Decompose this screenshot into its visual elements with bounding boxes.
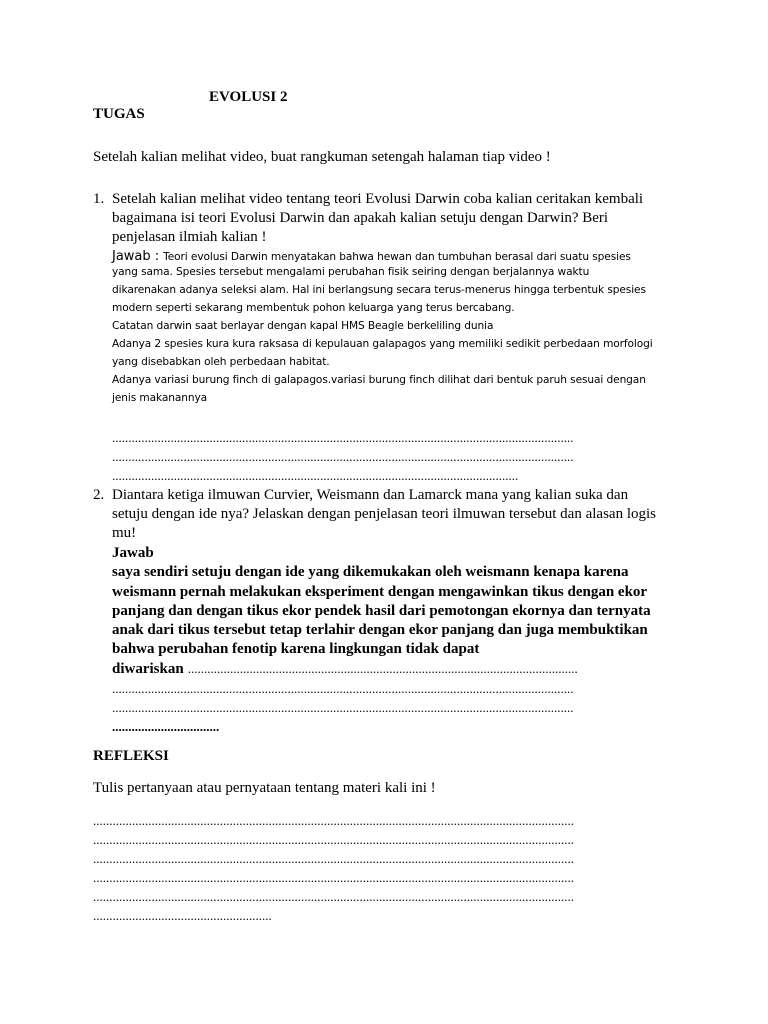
question-1-number: 1. bbox=[93, 191, 105, 207]
answer-1-first-line bbox=[112, 247, 631, 265]
refleksi-dotted-line: .................................................................................................................................................... bbox=[93, 889, 574, 904]
answer-1-dotted-line: .............................................................................................................................................. bbox=[112, 449, 574, 464]
answer-2-last-word: diwariskan bbox=[112, 661, 184, 677]
answer-2-dotted-line: ................................. bbox=[112, 719, 220, 734]
question-2-number: 2. bbox=[93, 487, 105, 503]
answer-1-line: modern seperti sekarang membentuk pohon keluarga yang terus bercabang. bbox=[112, 302, 515, 314]
answer-2-line: bahwa perubahan fenotip karena lingkungan tidak dapat bbox=[112, 641, 480, 657]
section-heading-refleksi: REFLEKSI bbox=[93, 748, 169, 764]
answer-2-dotted-tail: ........................................................................................................................ bbox=[187, 661, 578, 676]
answer-2-line: anak dari tikus tersebut tetap terlahir dengan ekor panjang dan juga membuktikan bbox=[112, 622, 648, 638]
section-heading-tugas: TUGAS bbox=[93, 106, 145, 122]
answer-1-dotted-line: ............................................................................................................................. bbox=[112, 468, 519, 483]
refleksi-prompt: Tulis pertanyaan atau pernyataan tentang materi kali ini ! bbox=[93, 780, 436, 796]
answer-2-line: saya sendiri setuju dengan ide yang dikemukakan oleh weismann kenapa karena bbox=[112, 564, 629, 580]
page-title: EVOLUSI 2 bbox=[209, 89, 288, 105]
answer-2-line: weismann pernah melakukan eksperiment dengan mengawinkan tikus dengan ekor bbox=[112, 584, 648, 600]
answer-1-line: jenis makanannya bbox=[112, 392, 208, 404]
question-2-line: setuju dengan ide nya? Jelaskan dengan penjelasan teori ilmuwan tersebut dan alasan logis bbox=[112, 506, 656, 522]
answer-2-last-line bbox=[112, 660, 673, 680]
answer-1-dotted-line: .............................................................................................................................................. bbox=[112, 430, 574, 445]
question-1-line: bagaimana isi teori Evolusi Darwin dan apakah kalian setuju dengan Darwin? Beri bbox=[112, 210, 609, 226]
refleksi-dotted-line: ....................................................... bbox=[93, 908, 272, 923]
refleksi-dotted-line: .................................................................................................................................................... bbox=[93, 870, 574, 885]
answer-2-dotted-line: .............................................................................................................................................. bbox=[112, 681, 574, 696]
answer-1-text: Teori evolusi Darwin menyatakan bahwa hewan dan tumbuhan berasal dari suatu spesies bbox=[163, 251, 631, 263]
instruction-text: Setelah kalian melihat video, buat rangkuman setengah halaman tiap video ! bbox=[93, 149, 551, 165]
question-2-line: Diantara ketiga ilmuwan Curvier, Weismann dan Lamarck mana yang kalian suka dan bbox=[112, 487, 629, 503]
answer-2-line: panjang dan dengan tikus ekor pendek hasil dari pemotongan ekornya dan ternyata bbox=[112, 603, 651, 619]
question-1-line: penjelasan ilmiah kalian ! bbox=[112, 229, 267, 245]
answer-1-label: Jawab : bbox=[112, 249, 160, 264]
answer-1-line: Catatan darwin saat berlayar dengan kapal HMS Beagle berkeliling dunia bbox=[112, 320, 494, 332]
answer-1-line: yang disebabkan oleh perbedaan habitat. bbox=[112, 356, 330, 368]
refleksi-dotted-line: .................................................................................................................................................... bbox=[93, 832, 574, 847]
question-2-line: mu! bbox=[112, 525, 137, 541]
answer-1-line: yang sama. Spesies tersebut mengalami perubahan fisik seiring dengan berjalannya waktu bbox=[112, 266, 590, 278]
answer-2-label: Jawab bbox=[112, 545, 154, 561]
answer-1-line: Adanya 2 spesies kura kura raksasa di kepulauan galapagos yang memiliki sedikit perbedaan morfologi bbox=[112, 338, 653, 350]
refleksi-dotted-line: .................................................................................................................................................... bbox=[93, 813, 574, 828]
answer-1-line: dikarenakan adanya seleksi alam. Hal ini berlangsung secara terus-menerus hingga terbentuk spesies bbox=[112, 284, 646, 296]
answer-1-line: Adanya variasi burung finch di galapagos.variasi burung finch dilihat dari bentuk paruh sesuai dengan bbox=[112, 374, 646, 386]
answer-2-dotted-line: .............................................................................................................................................. bbox=[112, 700, 574, 715]
question-1-line: Setelah kalian melihat video tentang teori Evolusi Darwin coba kalian ceritakan kembali bbox=[112, 191, 644, 207]
refleksi-dotted-line: .................................................................................................................................................... bbox=[93, 851, 574, 866]
